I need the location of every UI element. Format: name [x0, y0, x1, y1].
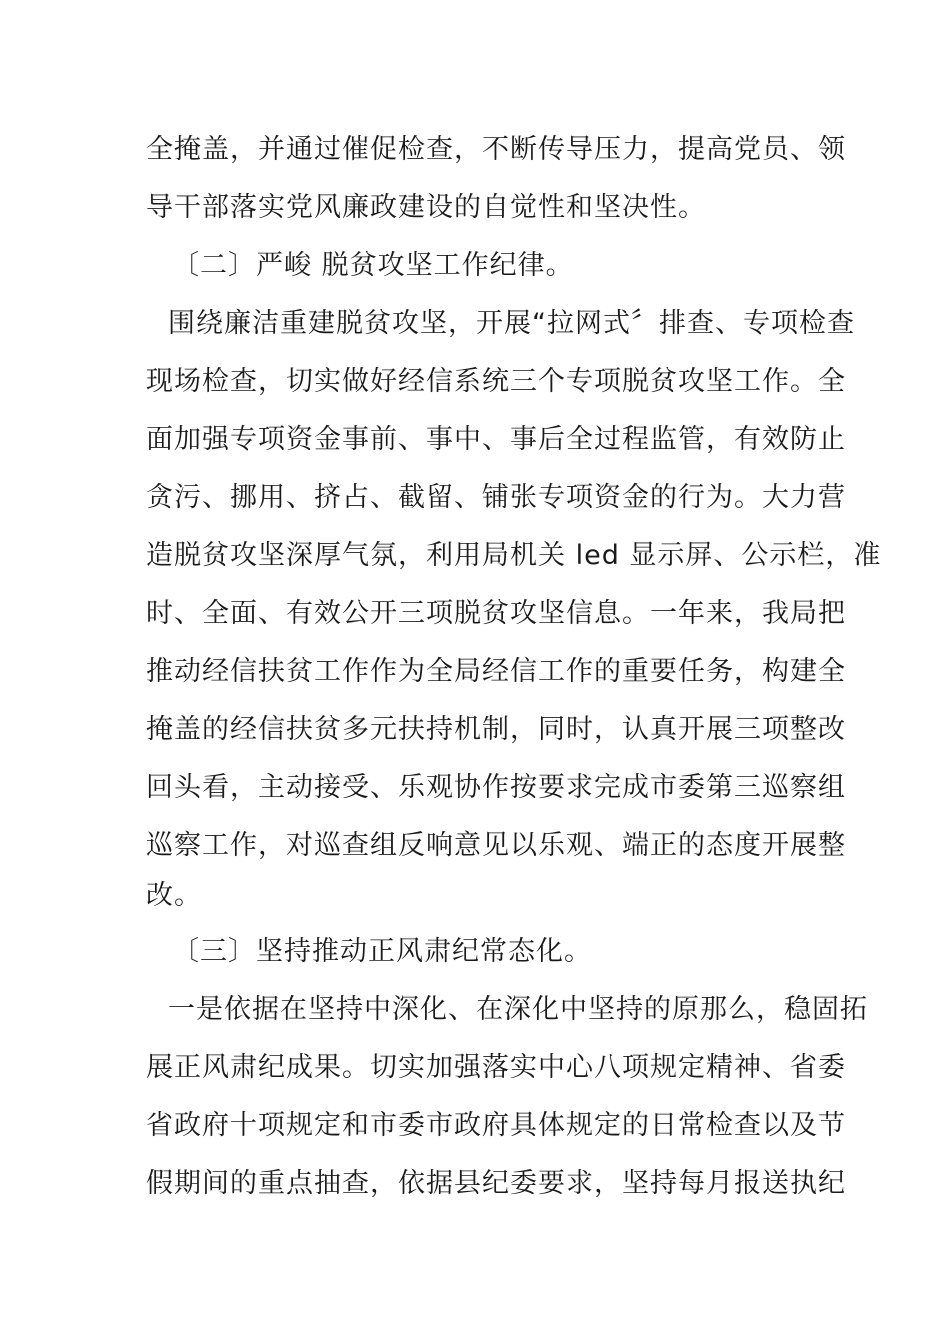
section-heading-2: 〔二〕严峻 脱贫攻坚工作纪律。 — [172, 250, 574, 281]
text-line: 面加强专项资金事前、事中、事后全过程监管，有效防止 — [146, 424, 846, 455]
text-line: 全掩盖，并通过催促检查，不断传导压力，提高党员、领 — [146, 134, 846, 165]
text-line: 推动经信扶贫工作作为全局经信工作的重要任务，构建全 — [146, 656, 846, 687]
text-line: 现场检查，切实做好经信系统三个专项脱贫攻坚工作。全 — [146, 366, 846, 397]
text-line: 围绕廉洁重建脱贫攻坚，开展“拉网式〞排查、专项检查 — [168, 308, 855, 339]
text-line: 一是依据在坚持中深化、在深化中坚持的原那么，稳固拓 — [168, 994, 868, 1025]
text-line: 改。 — [146, 880, 202, 911]
text-line: 掩盖的经信扶贫多元扶持机制，同时，认真开展三项整改 — [146, 714, 846, 745]
text-line: 展正风肃纪成果。切实加强落实中心八项规定精神、省委 — [146, 1052, 846, 1083]
text-line: 回头看，主动接受、乐观协作按要求完成市委第三巡察组 — [146, 772, 846, 803]
text-line: 省政府十项规定和市委市政府具体规定的日常检查以及节 — [146, 1110, 846, 1141]
text-line: 造脱贫攻坚深厚气氛，利用局机关 led 显示屏、公示栏，准 — [146, 540, 882, 571]
text-line: 巡察工作，对巡查组反响意见以乐观、端正的态度开展整 — [146, 830, 846, 861]
text-line: 导干部落实党风廉政建设的自觉性和坚决性。 — [146, 192, 706, 223]
text-line: 贪污、挪用、挤占、截留、铺张专项资金的行为。大力营 — [146, 482, 846, 513]
section-heading-3: 〔三〕坚持推动正风肃纪常态化。 — [172, 936, 592, 967]
text-line: 时、全面、有效公开三项脱贫攻坚信息。一年来，我局把 — [146, 598, 846, 629]
text-line: 假期间的重点抽查，依据县纪委要求，坚持每月报送执纪 — [146, 1168, 846, 1199]
